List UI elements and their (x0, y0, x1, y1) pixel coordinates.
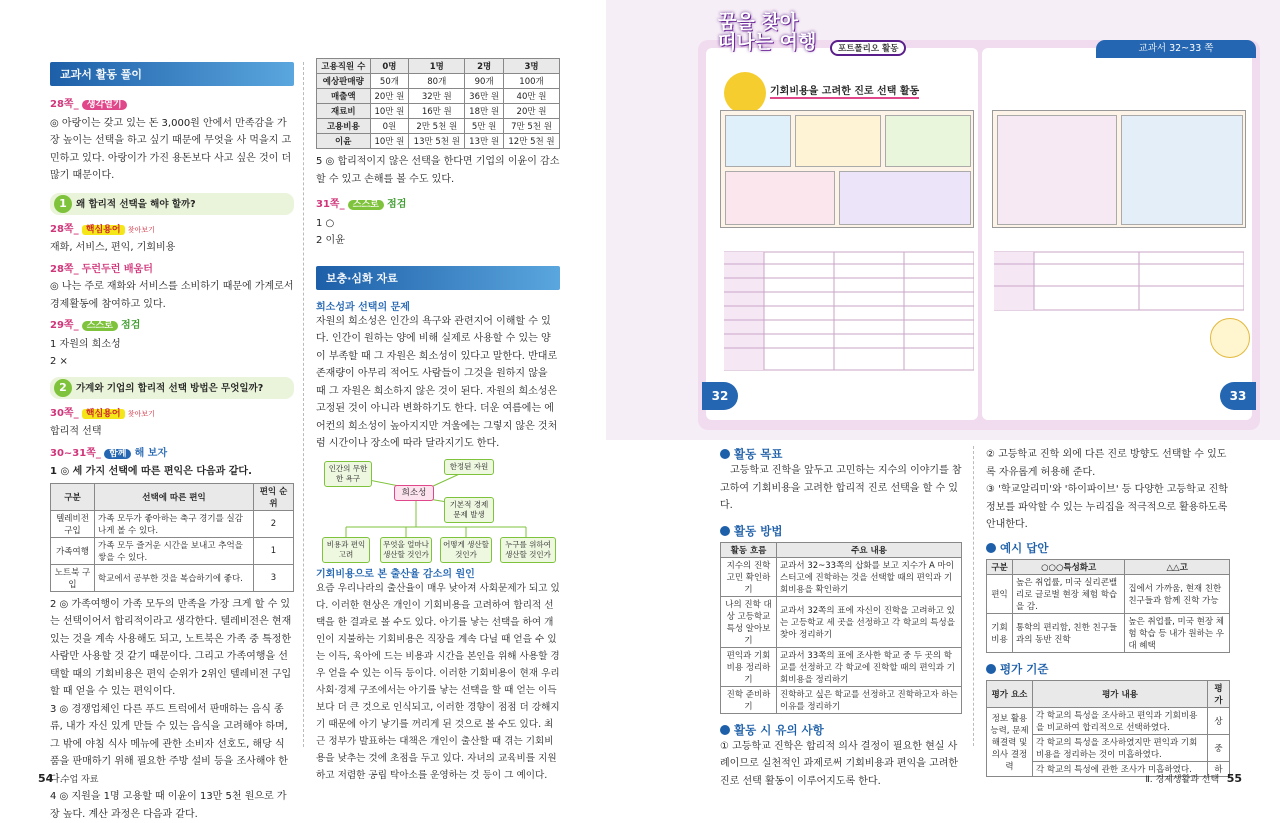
example-table: 구분 ○○○특성화고 △△고 편익 높은 취업률, 미국 실리콘밸리로 글로벌 현장 체험 학습을 감. 집에서 가까움, 현재 친한 친구들과 함께 진학 가능 기회비용 통학의 편리함, 친한 친구들과의 동반 진학 높은 취업률, 미국 현장 체험 학습 등 내가 원하는 우대 혜택 (986, 559, 1230, 653)
activity-seal (724, 72, 766, 114)
answer-line: 2 이윤 (316, 235, 345, 246)
birthrate-text: 요즘 우리나라의 출산율이 매우 낮아져 사회문제가 되고 있다. 이러한 현상은 개인이 기회비용을 고려하여 합리적 선택을 한 결과로 볼 수도 있다. 아기를 낳는 선택을 하여 개인이 지불하는 기회비용은 직장을 계속 다닐 때 얻을 수 있는 이득, 육아에 드는 비용과 시간을 본인을 위해 사용할 경우 얻을 수 있는 이득 등이다. 이러한 기회비용이 현재 우리 사회·경제 구조에서는 아기를 낳는 선택을 할 때 얻는 이득보다 더 큰 것으로 인식되고, 이러한 경향이 점점 더 강해지기 때문에 아기 낳기를 꺼리게 된 것으로 볼 수도 있다. 최근 정부가 발표하는 대책은 개인이 출산할 때 겪는 기회비용을 낮추는 것에 초점을 두고 있다. 자녀의 교육비를 지원하고 저렴한 공립 탁아소를 운영하는 것 등이 그 예이다. (316, 582, 560, 781)
tag-self: 스스로 (82, 321, 118, 331)
caution-heading: 활동 시 유의 사항 (720, 722, 962, 738)
page-ref: 30~31쪽_ (50, 447, 101, 459)
benefit-table: 구분 선택에 따른 편익 편익 순위 텔레비전 구입 가족 모두가 좋아하는 축구 경기를 실감나게 볼 수 있다. 2 가족여행 가족 모두 즐거운 시간을 보내고 추억을 쌓을 수 있다. 1 노트북 구입 학교에서 공부한 것을 복습하기에 좋다. 3 (50, 483, 294, 592)
footer-left (38, 772, 98, 785)
subheading: 희소성과 선택의 문제 (316, 301, 410, 313)
diagram-box: 어떻게 생산할 것인가 (440, 537, 492, 563)
activity-title: 기회비용을 고려한 진로 선택 활동 (770, 82, 919, 99)
answer-text: ◎ 나는 주로 재화와 서비스를 소비하기 때문에 가계로서 경제활동에 참여하고 있다. (50, 281, 294, 310)
method-table: 활동 흐름 주요 내용 지수의 진학 고민 확인하기 교과서 32~33쪽의 삽화를 보고 지수가 A 마이스터고에 진학하는 것을 선택할 때의 편익과 기회비용을 확인하기 나의 진학 대상 고등학교 특성 알아보기 교과서 32쪽의 표에 자신이 진학을 고려하고 있는 고등학교 세 곳을 선정하고 각 학교의 특성을 찾아 정리하기 편익과 기회비용 정리하기 교과서 33쪽의 표에 조사한 학교 중 두 곳의 학교를 선정하고 각 학교에 진학할 때의 편익과 기회비용을 정리하기 진학 준비하기 진학하고 싶은 학교를 선정하고 진학하고자 하는 이유를 정리하기 (720, 542, 962, 714)
answer-line: 1 ○ (316, 217, 335, 229)
diagram-center: 희소성 (394, 485, 434, 501)
profit-table: 고용직원 수 0명 1명 2명 3명 예상판매량 50개 80개 90개 100개 매출액 20만 원 32만 원 36만 원 40만 원 재료비 10만 원 16만 원 18만 원 20만 원 고용비용 0원 2만 5천 원 5만 원 7만 5천 원 이윤 10만 원 13만 5천 원 13만 원 12만 5천 원 (316, 58, 560, 149)
tag-self: 스스로 (348, 200, 384, 210)
tag-keyword: 핵심용어 (82, 409, 125, 419)
page-number-left: 32 (702, 382, 738, 410)
page-number-right: 33 (1220, 382, 1256, 410)
page-ref: 28쪽_ (50, 223, 79, 235)
answer-3: 3 ◎ 경쟁업체인 다른 푸드 트럭에서 판매하는 음식 종류, 내가 자신 있게 만들 수 있는 음식을 고려해야 하며, 그 밖에 야침 식사 메뉴에 관한 소비자 선호도, 해당 식품을 판매하기 위해 필요한 주방 설비 등을 조사해야 한다. (50, 703, 288, 785)
diagram-box: 비용과 편익 고려 (322, 537, 370, 563)
tag-suffix: 찾아보기 (127, 409, 155, 418)
comic-strip-right (992, 110, 1246, 228)
answer-text: ◎ 아랑이는 갖고 있는 돈 3,000원 안에서 만족감을 가장 높이는 선택을 하고 싶기 때문에 무엇을 사 먹을지 고민하고 있다. 아랑이가 가진 용돈보다 사고 싶은 것이 더 많기 때문이다. (50, 117, 292, 181)
column-divider (973, 446, 974, 746)
answer-line: 2 × (50, 356, 68, 367)
caution-3: ③ '학교알리미'와 '하이파이브' 등 다양한 고등학교 진학 정보를 파악할 수 있는 누리집을 적극적으로 활용하도록 안내한다. (986, 484, 1228, 530)
caution-2: ② 고등학교 진학 외에 다른 진로 방향도 선택할 수 있도록 자유롭게 허용해 준다. (986, 449, 1227, 478)
worksheet-left (724, 244, 974, 374)
diagram-box: 한정된 자원 (444, 459, 494, 475)
method-heading: 활동 방법 (720, 523, 962, 539)
footer-right (1145, 772, 1242, 785)
page-ref: 28쪽_ (50, 263, 79, 275)
question-2: 2 가계와 기업의 합리적 선택 방법은 무엇일까? (50, 377, 294, 399)
scarcity-diagram (316, 457, 560, 557)
footer-label: Ⅱ. 경제생활과 선택 (1145, 775, 1220, 785)
column-divider (303, 62, 304, 747)
textbook-tab: 교과서 32~33 쪽 (1096, 40, 1256, 58)
tag-together: 함께 (104, 449, 131, 459)
right-lower-right-column (986, 446, 1230, 777)
caution-1: ① 고등학교 진학은 합리적 의사 결정이 필요한 현실 사례이므로 실천적인 과제로써 기회비용과 편익을 고려한 진로 선택 활동이 이루어지도록 한다. (720, 740, 959, 787)
tag-suffix: 찾아보기 (127, 225, 155, 234)
label: 점검 (121, 320, 141, 331)
section-title-2: 보충·심화 자료 (316, 266, 560, 290)
subheading: 기회비용으로 본 출산율 감소의 원인 (316, 568, 475, 580)
section-title: 교과서 활동 풀이 (50, 62, 294, 86)
page-ref: 29쪽_ (50, 320, 79, 331)
book-title: 꿈을 찾아 떠나는 여행 (718, 11, 817, 53)
eval-heading: 평가 기준 (986, 661, 1230, 677)
page-ref: 28쪽_ (50, 99, 79, 110)
middle-column (316, 58, 560, 784)
answer-text: 합리적 선택 (50, 426, 102, 437)
diagram-box: 기본적 경제 문제 발생 (444, 497, 494, 523)
footer-label: 수업 자료 (60, 775, 99, 785)
label: 해 보자 (134, 447, 168, 459)
label: 두런두런 배움터 (81, 263, 153, 275)
answer-text: 재화, 서비스, 편익, 기회비용 (50, 242, 176, 253)
question-1: 1 왜 합리적 선택을 해야 할까? (50, 193, 294, 215)
answer-4: 4 ◎ 지원을 1명 고용할 때 이윤이 13만 5천 원으로 가장 높다. 계산 과정은 다음과 같다. (50, 791, 287, 820)
eval-table: 평가 요소 평가 내용 평가 정보 활용 능력, 문제 해결력 및 의사 결정력 각 학교의 특성을 조사하고 편익과 기회비용을 비교하여 합리적으로 선택하였다. 상 각 학교의 특성을 조사하였지만 편익과 기회비용을 정리하는 것이 미흡하였다. 중 각 학교의 특성에 관한 조사가 미흡하였다. 하 (986, 680, 1230, 777)
page-number: 54 (38, 772, 54, 785)
answer-2: 2 ◎ 가족여행이 가족 모두의 만족을 가장 크게 할 수 있는 선택이어서 합리적이라고 생각한다. 텔레비전은 현재 있는 것을 계속 사용해도 되고, 노트북은 가족 중 특정한 사람만 사용할 것 같기 때문이다. 그리고 가족여행을 선택할 때의 기회비용은 편익 순위가 2위인 텔레비전 구입할 때 얻을 수 있는 편익이다. (50, 598, 292, 697)
diagram-box: 누구를 위하여 생산할 것인가 (500, 537, 556, 563)
answer-1: 1 ◎ 세 가지 선택에 따른 편익은 다음과 같다. (50, 466, 252, 477)
left-column (50, 62, 294, 823)
book-page-right-inner (982, 48, 1252, 420)
comic-strip-left (720, 110, 974, 228)
worksheet-right (994, 244, 1244, 314)
portfolio-badge: 포트폴리오 활동 (830, 40, 906, 56)
answer-line: 1 자원의 희소성 (50, 338, 121, 350)
example-heading: 예시 답안 (986, 540, 1230, 556)
answer-5: 5 ◎ 합리적이지 않은 선택을 한다면 기업의 이윤이 감소할 수 있고 손해를 볼 수도 있다. (316, 156, 560, 185)
textbook-image (606, 0, 1280, 440)
right-lower-left-column (720, 446, 962, 790)
hint-bubble (1210, 318, 1250, 358)
goal-heading: 활동 목표 (720, 446, 962, 462)
tag-thinking: 생각열기 (82, 100, 127, 110)
diagram-box: 무엇을 얼마나 생산할 것인가 (380, 537, 432, 563)
page-ref: 31쪽_ (316, 199, 345, 210)
label: 점검 (387, 199, 407, 210)
page-ref: 30쪽_ (50, 407, 79, 419)
page-number: 55 (1226, 772, 1242, 785)
scarcity-text: 자원의 희소성은 인간의 욕구와 관련지어 이해할 수 있다. 인간이 원하는 양에 비해 실제로 사용할 수 있는 양이 부족할 때 그 자원은 희소성이 있다고 말한다. 반대로 존재량이 아무리 적어도 사람들이 그것을 원하지 않을 때 그 자원은 희소하지 않은 것이 된다. 자원의 희소성은 고정된 것이 아니라 변화하기도 한다. 더운 여름에는 에어컨의 희소성이 높아지지만 겨울에는 그렇지 않은 것처럼 시간이나 장소에 따라 달라지기도 한다. (316, 315, 558, 449)
diagram-box: 인간의 무한한 욕구 (324, 461, 372, 487)
tag-keyword: 핵심용어 (82, 225, 125, 235)
goal-text: 고등학교 진학을 앞두고 고민하는 지수의 이야기를 참고하여 기회비용을 고려한 합리적 진로 선택을 할 수 있다. (720, 465, 962, 511)
